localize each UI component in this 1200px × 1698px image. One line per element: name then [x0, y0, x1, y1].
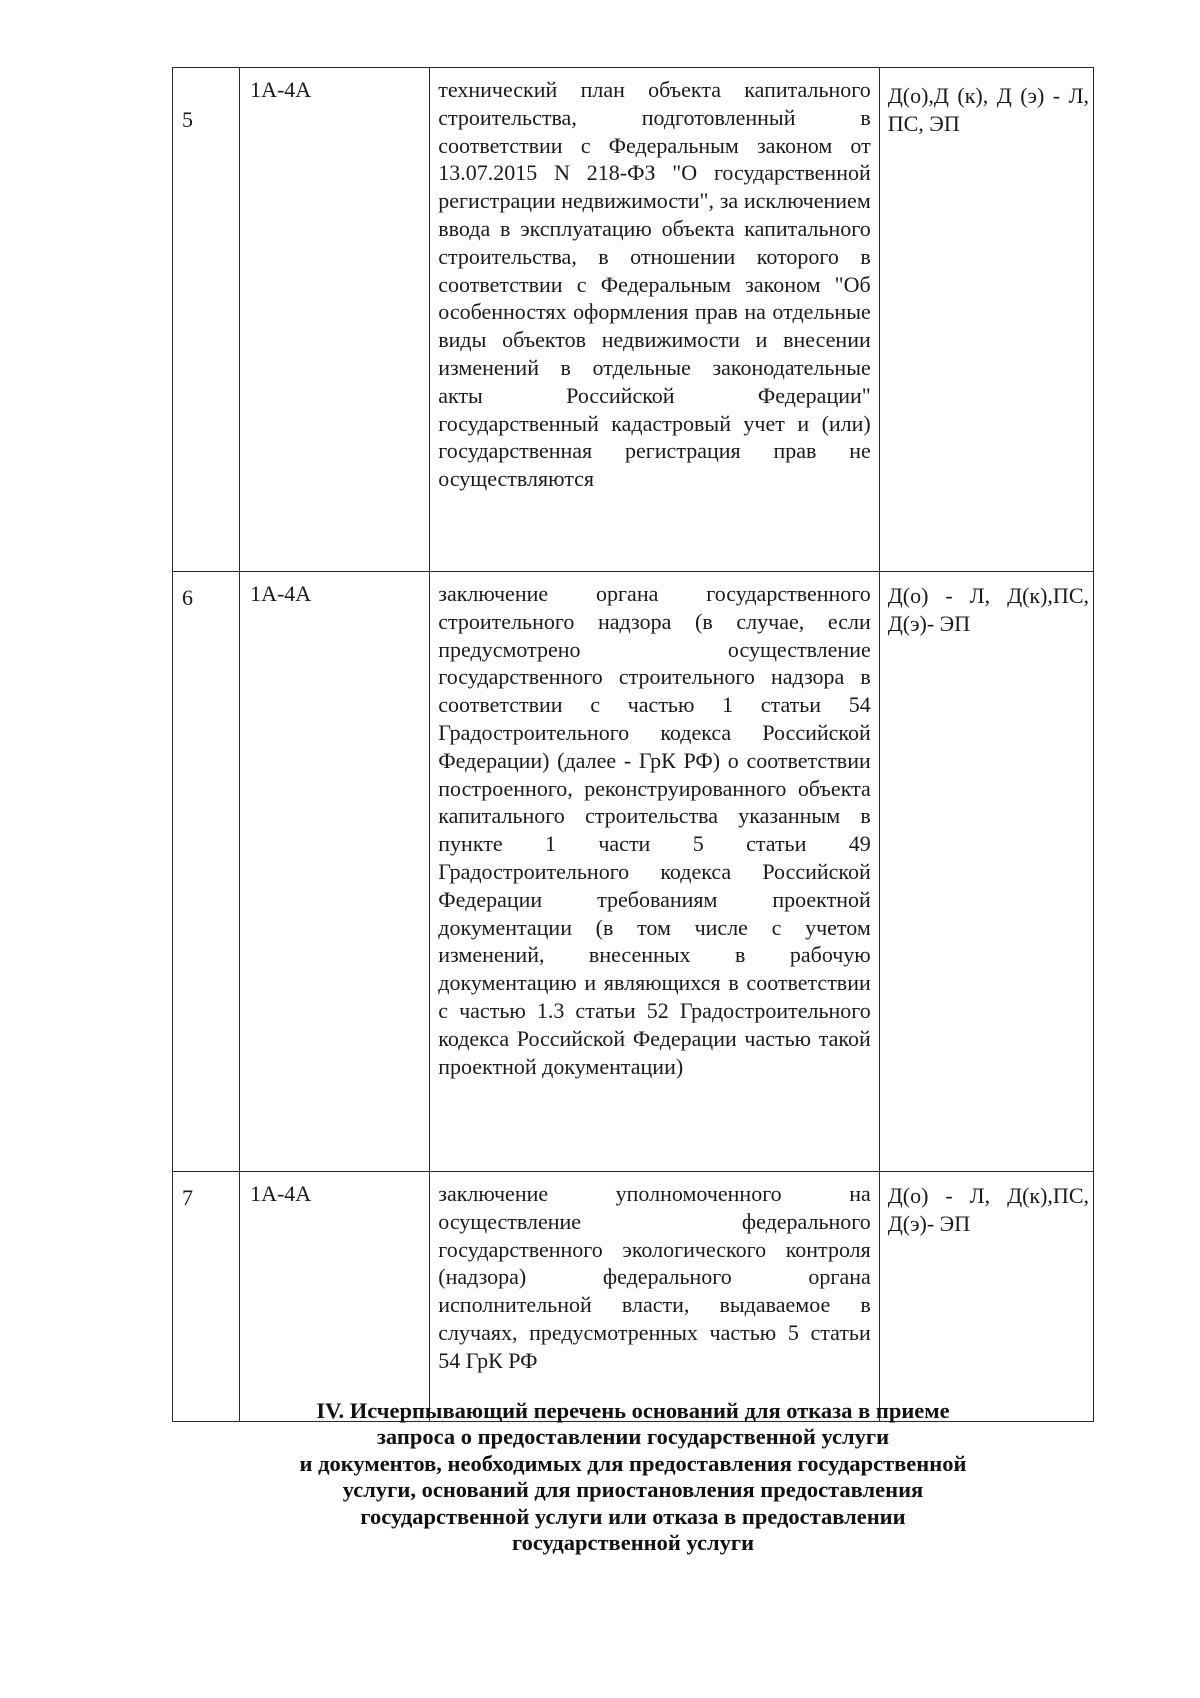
row-document-description: заключение уполномоченного на осуществление федерального государственного экологического контроля (надзора) федерального органа исполнительной власти, выдаваемое в случаях, предусмотренных частью 5 статьи 54 ГрК РФ — [430, 1172, 879, 1422]
row-code: 1А-4А — [240, 1172, 430, 1422]
row-code: 1А-4А — [240, 68, 430, 572]
row-document-form: Д(о) - Л, Д(к),ПС, Д(э)- ЭП — [879, 1172, 1093, 1422]
section-heading-line: IV. Исчерпывающий перечень оснований для отказа в приеме — [316, 1398, 950, 1423]
section-heading-line: государственной услуги — [511, 1530, 755, 1556]
documents-table — [172, 67, 1094, 1422]
section-heading-line: запроса о предоставлении государственной услуги — [376, 1424, 890, 1450]
row-code: 1А-4А — [240, 572, 430, 1172]
row-number: 6 — [173, 572, 240, 1172]
row-number: 7 — [173, 1172, 240, 1422]
section-heading-line: государственной услуги или отказа в предоставлении — [360, 1503, 906, 1529]
row-number: 5 — [173, 68, 240, 572]
section-heading-line: и документов, необходимых для предоставления государственной — [299, 1450, 967, 1476]
table-row — [173, 1172, 1094, 1422]
row-document-description: технический план объекта капитального строительства, подготовленный в соответствии с Федеральным законом от 13.07.2015 N 218-ФЗ "О государственной регистрации недвижимости", за исключением ввода в эксплуатацию объекта капитального строительства, в отношении которого в соответствии с Федеральным законом "Об особенностях оформления прав на отдельные виды объектов недвижимости и внесении изменений в отдельные законодательные акты Российской Федерации" государственный кадастровый учет и (или) государственная регистрация прав не осуществляются — [430, 68, 879, 572]
row-document-form: Д(о),Д (к), Д (э) - Л, ПС, ЭП — [879, 68, 1093, 572]
table-row — [173, 572, 1094, 1172]
section-heading-line: услуги, оснований для приостановления предоставления — [342, 1477, 924, 1503]
row-document-description: заключение органа государственного строительного надзора (в случае, если предусмотрено осуществление государственного строительного надзора в соответствии с частью 1 статьи 54 Градостроительного кодекса Российской Федерации) (далее - ГрК РФ) о соответствии построенного, реконструированного объекта капитального строительства указанным в пункте 1 части 5 статьи 49 Градостроительного кодекса Российской Федерации требованиям проектной документации (в том числе с учетом изменений, внесенных в рабочую документацию и являющихся в соответствии с частью 1.3 статьи 52 Градостроительного кодекса Российской Федерации частью такой проектной документации) — [430, 572, 879, 1172]
row-document-form: Д(о) - Л, Д(к),ПС, Д(э)- ЭП — [879, 572, 1093, 1172]
section-heading — [172, 1398, 1094, 1556]
table-row — [173, 68, 1094, 572]
